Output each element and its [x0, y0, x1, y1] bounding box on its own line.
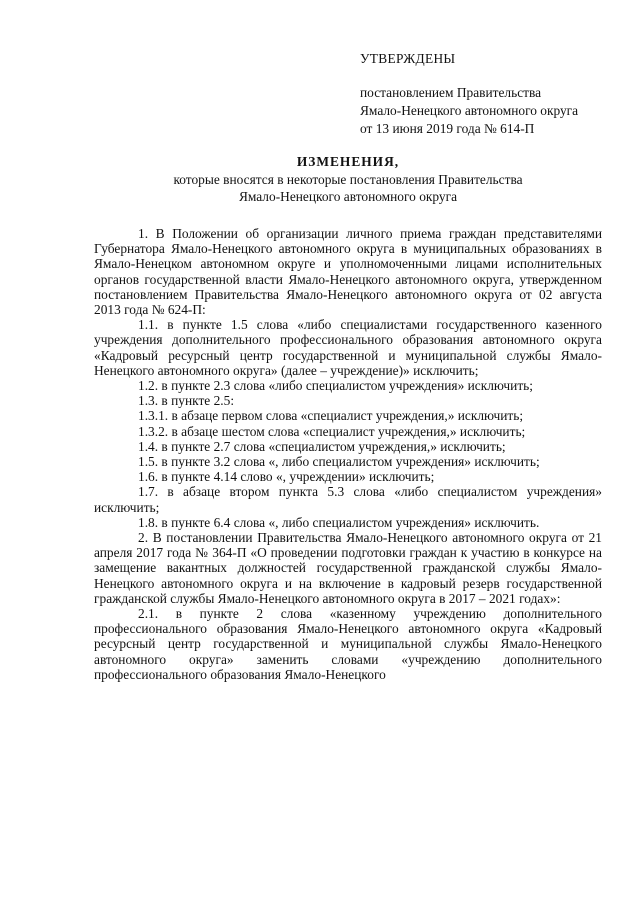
- document-subtitle-line: которые вносятся в некоторые постановления Правительства: [173, 171, 523, 187]
- approval-title: УТВЕРЖДЕНЫ: [360, 51, 456, 66]
- paragraph: 1.6. в пункте 4.14 слово «, учреждении» исключить;: [138, 469, 435, 485]
- paragraph: 1.3. в пункте 2.5:: [138, 393, 235, 409]
- paragraph: 1.5. в пункте 3.2 слова «, либо специалистом учреждения» исключить;: [138, 454, 540, 470]
- document-title: ИЗМЕНЕНИЯ,: [296, 154, 400, 169]
- approval-block: [360, 50, 578, 138]
- paragraph: 2.1. в пункте 2 слова «казенному учреждению дополнительного профессионального образования Ямало-Ненецкого автономного округа «Кадровый ресурсный центр государственной и муниципальной службы Ямало-Ненецкого автономного округа» заменить словами «учреждению дополнительного профессионального образования Ямало-Ненецкого: [94, 606, 602, 682]
- paragraph: 1.7. в абзаце втором пункта 5.3 слова «либо специалистом учреждения» исключить;: [94, 484, 602, 515]
- paragraph: 1.2. в пункте 2.3 слова «либо специалистом учреждения» исключить;: [138, 378, 534, 394]
- approval-line: от 13 июня 2019 года № 614-П: [360, 121, 535, 136]
- paragraph: 1.1. в пункте 1.5 слова «либо специалистами государственного казенного учреждения дополнительного профессионального образования автономного округа «Кадровый ресурсный центр государственной и муниципальной службы Ямало-Ненецкого автономного округа» (далее – учреждение)» исключить;: [94, 317, 602, 378]
- approval-line: Ямало-Ненецкого автономного округа: [360, 103, 579, 118]
- paragraph: 1.4. в пункте 2.7 слова «специалистом учреждения,» исключить;: [138, 438, 506, 454]
- paragraph: 2. В постановлении Правительства Ямало-Ненецкого автономного округа от 21 апреля 2017 года № 364-П «О проведении подготовки граждан к участию в конкурсе на замещение вакантных должностей государственной гражданской службы Ямало-Ненецкого автономного округа и на включение в кадровый резерв государственной гражданской службы Ямало-Ненецкого автономного округа в 2017 – 2021 годах»:: [94, 530, 602, 606]
- document-body: [94, 226, 602, 682]
- document-heading: [94, 153, 602, 206]
- document-subtitle-line: Ямало-Ненецкого автономного округа: [238, 189, 458, 204]
- paragraph: 1.8. в пункте 6.4 слова «, либо специалистом учреждения» исключить.: [138, 514, 540, 530]
- paragraph: 1.3.2. в абзаце шестом слова «специалист учреждения,» исключить;: [138, 423, 526, 439]
- paragraph: 1. В Положении об организации личного приема граждан представителями Губернатора Ямало-Ненецкого автономного округа в муниципальных образованиях в Ямало-Ненецком автономном округе и уполномоченными лицами исполнительных органов государственной власти Ямало-Ненецкого автономного округа, утвержденном постановлением Правительства Ямало-Ненецкого автономного округа от 02 августа 2013 года № 624-П:: [94, 226, 602, 318]
- paragraph: 1.3.1. в абзаце первом слова «специалист учреждения,» исключить;: [138, 408, 524, 424]
- approval-line: постановлением Правительства: [360, 85, 542, 100]
